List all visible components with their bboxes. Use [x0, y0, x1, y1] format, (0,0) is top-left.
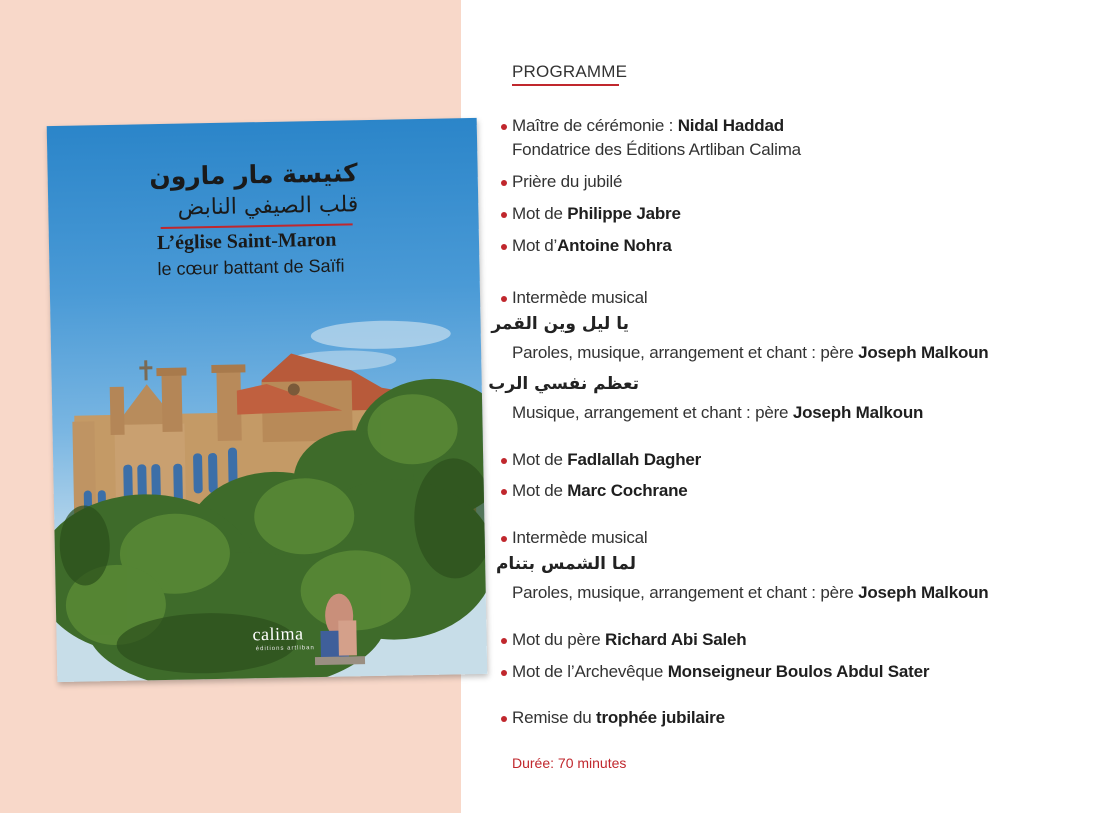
publisher-logo-sub: éditions artliban: [255, 645, 315, 653]
programme-item: Mot de Fadlallah Dagher: [512, 450, 701, 470]
bullet: [501, 536, 507, 542]
bullet: [501, 489, 507, 495]
cover-subtitle-french: le cœur battant de Saïfi: [157, 255, 345, 280]
programme-item: Remise du trophée jubilaire: [512, 708, 725, 728]
programme-item-detail: Fondatrice des Éditions Artliban Calima: [512, 140, 801, 159]
song-credit: Musique, arrangement et chant : père Joseph Malkoun: [512, 403, 924, 422]
cover-subtitle-arabic: قلب الصيفي النابض: [177, 192, 359, 221]
cover-title-arabic: كنيسة مار مارون: [149, 158, 358, 192]
book-cover: [47, 118, 488, 682]
heading-underline: [512, 84, 619, 86]
bullet: [501, 212, 507, 218]
programme-item: Intermède musical: [512, 528, 648, 548]
programme-item: Mot du père Richard Abi Saleh: [512, 630, 747, 650]
cover-title-french: L’église Saint-Maron: [156, 228, 337, 255]
programme-item: Prière du jubilé: [512, 172, 622, 192]
programme-item: Maître de cérémonie : Nidal Haddad: [512, 116, 784, 136]
programme-item: Mot de Philippe Jabre: [512, 204, 681, 224]
song-title-arabic: يا ليل وين القمر: [491, 314, 629, 334]
song-credit: Paroles, musique, arrangement et chant : père Joseph Malkoun: [512, 583, 989, 602]
programme-panel: [488, 0, 1100, 813]
duration-note: Durée: 70 minutes: [512, 755, 627, 771]
song-title-arabic: لما الشمس بتنام: [495, 554, 636, 574]
bullet: [501, 124, 507, 130]
bullet: [501, 638, 507, 644]
bullet: [501, 458, 507, 464]
bullet: [501, 180, 507, 186]
song-credit: Paroles, musique, arrangement et chant : père Joseph Malkoun: [512, 343, 989, 362]
song-title-arabic: تعظم نفسي الرب: [488, 374, 639, 394]
bullet: [501, 670, 507, 676]
publisher-logo: calima: [252, 623, 304, 645]
bullet: [501, 296, 507, 302]
programme-heading: PROGRAMME: [512, 62, 628, 81]
bullet: [501, 716, 507, 722]
programme-item: Intermède musical: [512, 288, 648, 308]
programme-item: Mot de Marc Cochrane: [512, 481, 688, 501]
bullet: [501, 244, 507, 250]
programme-item: Mot de l’Archevêque Monseigneur Boulos Abdul Sater: [512, 662, 929, 682]
programme-item: Mot d’Antoine Nohra: [512, 236, 672, 256]
